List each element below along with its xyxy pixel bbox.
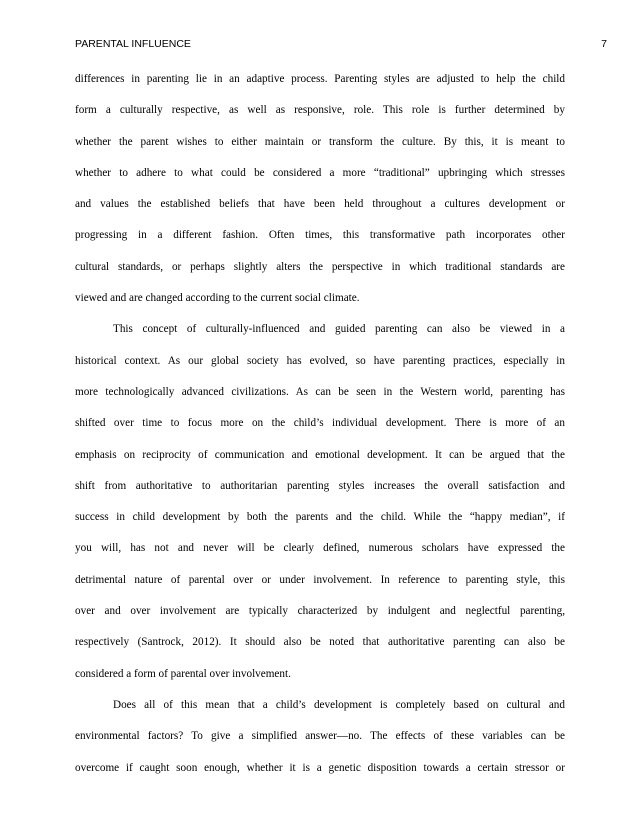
text-line: whether the parent wishes to either maintain or transform the culture. By this, it is meant to [75,135,565,148]
text-line: shift from authoritative to authoritarian parenting styles increases the overall satisfaction and [75,479,565,492]
text-line: Does all of this mean that a child’s development is completely based on cultural and [113,698,565,711]
text-line: overcome if caught soon enough, whether it is a genetic disposition towards a certain stressor or [75,761,565,774]
running-title: PARENTAL INFLUENCE [75,38,191,50]
text-line: whether to adhere to what could be considered a more “traditional” upbringing which stresses [75,166,565,179]
text-line: considered a form of parental over involvement. [75,667,291,680]
text-line: and values the established beliefs that have been held throughout a cultures development or [75,198,565,211]
text-line: viewed and are changed according to the current social climate. [75,292,360,305]
text-line: form a culturally respective, as well as responsive, role. This role is further determined by [75,104,565,117]
page-number: 7 [601,38,607,50]
text-line: you will, has not and never will be clearly defined, numerous scholars have expressed the [75,542,565,555]
text-line: detrimental nature of parental over or under involvement. In reference to parenting style, this [75,573,565,586]
text-line: progressing in a different fashion. Often times, this transformative path incorporates other [75,229,565,242]
body-text [75,69,565,789]
text-line: differences in parenting lie in an adaptive process. Parenting styles are adjusted to help the child [75,73,565,85]
text-line: environmental factors? To give a simplified answer—no. The effects of these variables can be [75,730,565,743]
paragraph [75,695,565,789]
text-line: emphasis on reciprocity of communication and emotional development. It can be argued that the [75,448,565,461]
text-line: This concept of culturally-influenced and guided parenting can also be viewed in a [113,323,565,336]
text-line: respectively (Santrock, 2012). It should also be noted that authoritative parenting can also be [75,636,565,649]
text-line: more technologically advanced civilizations. As can be seen in the Western world, parenting has [75,385,565,398]
text-line: cultural standards, or perhaps slightly alters the perspective in which traditional standards are [75,260,565,273]
text-line: success in child development by both the parents and the child. While the “happy median”, if [75,511,565,524]
text-line: over and over involvement are typically characterized by indulgent and neglectful parenting, [75,605,565,618]
text-line: shifted over time to focus more on the child’s individual development. There is more of an [75,417,565,430]
running-head [75,36,607,52]
paragraph [75,319,565,695]
text-line: historical context. As our global society has evolved, so have parenting practices, especially in [75,354,565,367]
paragraph [75,69,565,319]
